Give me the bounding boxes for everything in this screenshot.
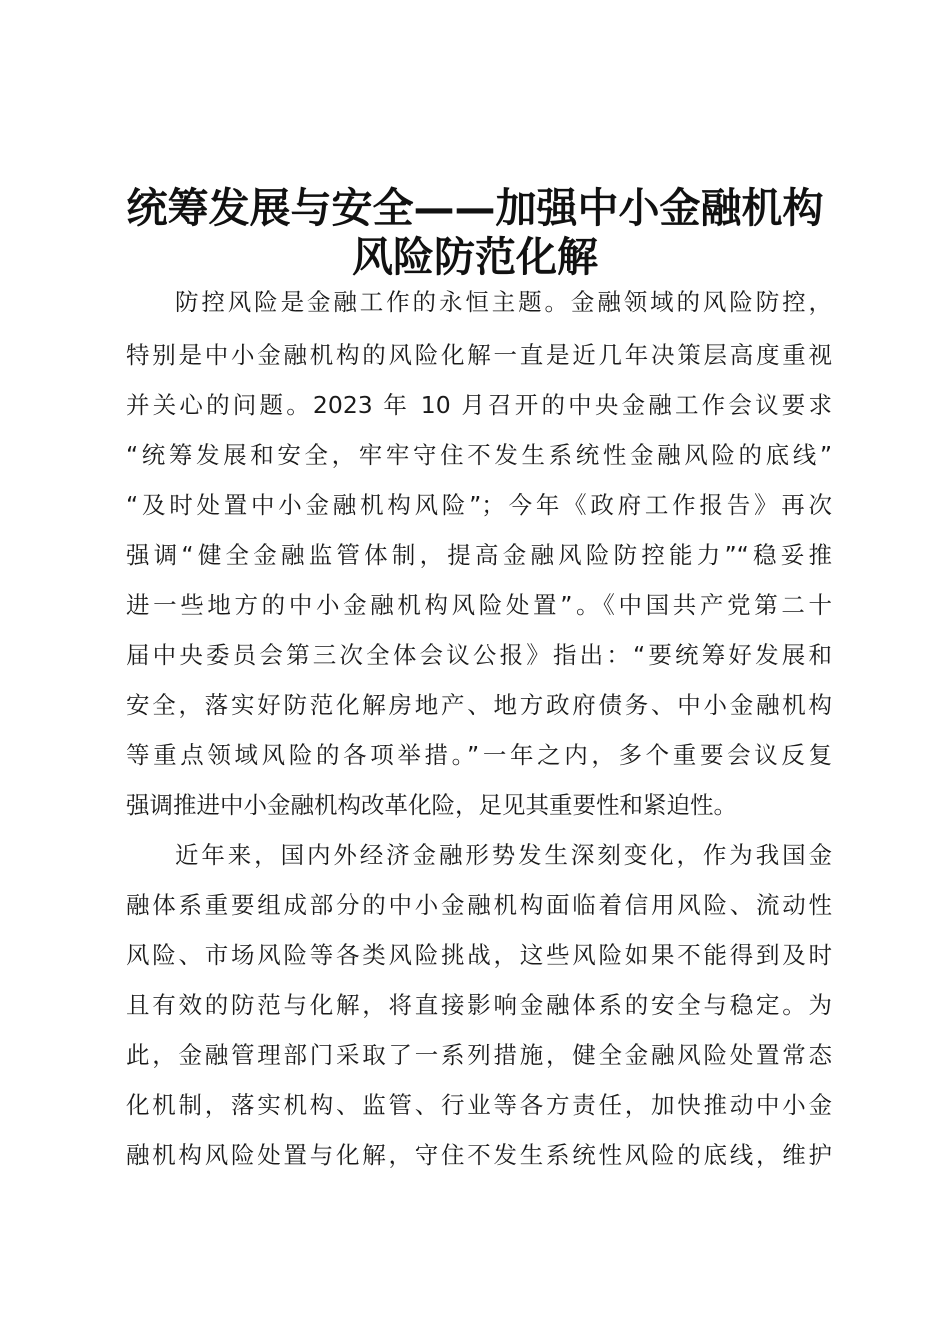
paragraph-line: 强调“健全金融监管体制，提高金融风险防控能力”“稳妥推 bbox=[126, 541, 832, 569]
paragraph-line: 融机构风险处置与化解，守住不发生系统性风险的底线，维护 bbox=[126, 1141, 832, 1169]
paragraph-line: 此，金融管理部门采取了一系列措施，健全金融风险处置常态 bbox=[126, 1041, 832, 1069]
paragraph-line: 特别是中小金融机构的风险化解一直是近几年决策层高度重视 bbox=[126, 341, 832, 369]
paragraph-line: 化机制，落实机构、监管、行业等各方责任，加快推动中小金 bbox=[126, 1091, 832, 1119]
paragraph-line: 风险、市场风险等各类风险挑战，这些风险如果不能得到及时 bbox=[126, 941, 832, 969]
paragraph-line: 且有效的防范与化解，将直接影响金融体系的安全与稳定。为 bbox=[126, 991, 832, 1019]
paragraph-line: 等重点领域风险的各项举措。”一年之内，多个重要会议反复 bbox=[126, 741, 832, 769]
document-title-line-2: 风险防范化解 bbox=[352, 233, 598, 281]
paragraph-line: 近年来，国内外经济金融形势发生深刻变化，作为我国金 bbox=[175, 841, 832, 869]
paragraph-line: “统筹发展和安全，牢牢守住不发生系统性金融风险的底线” bbox=[126, 441, 832, 469]
paragraph-line: 强调推进中小金融机构改革化险，足见其重要性和紧迫性。 bbox=[126, 791, 737, 819]
paragraph-line: 防控风险是金融工作的永恒主题。金融领域的风险防控， bbox=[175, 288, 832, 316]
paragraph-line: 安全，落实好防范化解房地产、地方政府债务、中小金融机构 bbox=[126, 691, 832, 719]
paragraph-line: “及时处置中小金融机构风险”；今年《政府工作报告》再次 bbox=[126, 491, 832, 519]
document-title-line-1: 统筹发展与安全——加强中小金融机构 bbox=[126, 184, 824, 232]
paragraph-line: 进一些地方的中小金融机构风险处置”。《中国共产党第二十 bbox=[126, 591, 832, 619]
paragraph-line: 并关心的问题。2023 年 10 月召开的中央金融工作会议要求 bbox=[126, 391, 832, 419]
paragraph-line: 届中央委员会第三次全体会议公报》指出：“要统筹好发展和 bbox=[126, 641, 832, 669]
paragraph-line: 融体系重要组成部分的中小金融机构面临着信用风险、流动性 bbox=[126, 891, 832, 919]
